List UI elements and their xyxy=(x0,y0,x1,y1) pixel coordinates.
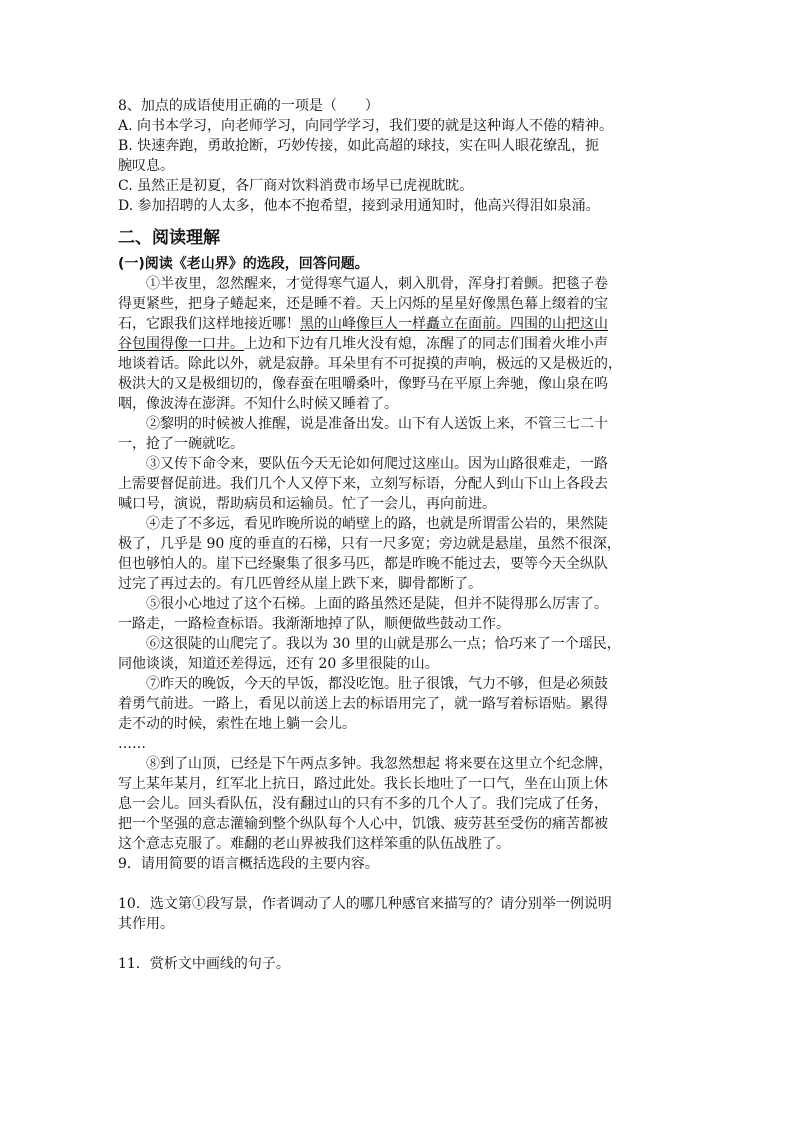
underlined-sentence-part2: 谷包围得像一口井。 xyxy=(118,336,244,352)
paragraph-1-line7: 咽，像波涛在澎湃。不知什么时候又睡着了。 xyxy=(118,396,398,412)
paragraph-1-line1: ①半夜里，忽然醒来，才觉得寒气逼人，刺入肌骨，浑身打着颤。把毯子卷 xyxy=(146,276,608,292)
paragraph-4-line4: 过完了再过去的。有几匹曾经从崖上跌下来，脚骨都断了。 xyxy=(118,576,482,592)
paragraph-8-line4: 把一个坚强的意志灌输到整个纵队每个人心中，饥饿、疲劳甚至受伤的痛苦都被 xyxy=(118,816,608,832)
paragraph-8-line2: 写上某年某月，红军北上抗日，路过此处。我长长地吐了一口气，坐在山顶上休 xyxy=(118,776,608,792)
question-8-option-c: C. 虽然正是初夏，各厂商对饮料消费市场早已虎视眈眈。 xyxy=(118,178,474,194)
paragraph-4-line3: 但也够怕人的。崖下已经聚集了很多马匹，都是昨晚不能过去，要等今天全纵队 xyxy=(118,556,608,572)
paragraph-8 xyxy=(118,754,678,854)
question-10-line2: 其作用。 xyxy=(118,916,174,932)
paragraph-5 xyxy=(118,594,678,634)
paragraph-5-line1: ⑤很小心地过了这个石梯。上面的路虽然还是陡，但并不陡得那么厉害了。 xyxy=(146,596,608,612)
question-8-option-b-line1: B. 快速奔跑，勇敢抢断，巧妙传接，如此高超的球技，实在叫人眼花缭乱，扼 xyxy=(118,138,600,154)
question-8-option-b-line2: 腕叹息。 xyxy=(118,158,174,174)
question-10-line1: 10．选文第①段写景，作者调动了人的哪几种感官来描写的？请分别举一例说明 xyxy=(118,896,612,912)
section-title: 二、阅读理解 xyxy=(118,228,220,248)
question-8-option-d: D. 参加招聘的人太多，他本不抱希望，接到录用通知时，他高兴得泪如泉涌。 xyxy=(118,198,600,214)
paragraph-6-line1: ⑥这很陡的山爬完了。我以为 30 里的山就是那么一点；恰巧来了一个瑶民， xyxy=(146,636,621,652)
paragraph-1-line2: 得更紧些，把身子蜷起来，还是睡不着。天上闪烁的星星好像黑色幕上缀着的宝 xyxy=(118,296,608,312)
answer-space-10 xyxy=(118,934,678,954)
underlined-sentence-part1: 黑的山峰像巨人一样矗立在面前。四围的山把这山 xyxy=(300,316,608,332)
question-8 xyxy=(118,96,678,216)
paragraph-3-line1: ③又传下命令来，要队伍今天无论如何爬过这座山。因为山路很难走，一路 xyxy=(146,456,608,472)
paragraph-1-line4 xyxy=(118,334,678,354)
paragraph-1-line3-text: 石，它跟我们这样地接近哪！ xyxy=(118,316,300,332)
paragraph-4-line2: 极了，几乎是 90 度的垂直的石梯，只有一尺多宽；旁边就是悬崖，虽然不很深， xyxy=(118,536,621,552)
paragraph-6-line2: 同他谈谈，知道还差得远，还有 20 多里很陡的山。 xyxy=(118,656,439,672)
paragraph-1-line4-text: 上边和下边有几堆火没有熄，冻醒了的同志们围着火堆小声 xyxy=(244,336,608,352)
paragraph-5-line2: 一路走，一路检查标语。我渐渐地掉了队，顺便做些鼓动工作。 xyxy=(118,616,510,632)
paragraph-1-line6: 极洪大的又是极细切的，像春蚕在咀嚼桑叶，像野马在平原上奔驰，像山泉在呜 xyxy=(118,376,608,392)
question-8-stem: 8、加点的成语使用正确的一项是（ ） xyxy=(118,98,379,114)
paragraph-2-line1: ②黎明的时候被人推醒，说是准备出发。山下有人送饭上来，不管三七二十 xyxy=(146,416,608,432)
question-11: 11．赏析文中画线的句子。 xyxy=(118,956,290,972)
paragraph-3-line3: 喊口号，演说，帮助病员和运输员。忙了一会儿，再向前进。 xyxy=(118,496,496,512)
document-page xyxy=(118,96,678,974)
paragraph-4 xyxy=(118,514,678,594)
omission-ellipsis: …… xyxy=(118,736,146,752)
paragraph-7-line1: ⑦昨天的晚饭，今天的早饭，都没吃饱。肚子很饿，气力不够，但是必须鼓 xyxy=(146,676,608,692)
paragraph-7-line2: 着勇气前进。一路上，看见以前送上去的标语用完了，就一路写着标语贴。累得 xyxy=(118,696,608,712)
question-9: 9．请用简要的语言概括选段的主要内容。 xyxy=(118,856,379,872)
question-10 xyxy=(118,894,678,934)
paragraph-1-line3 xyxy=(118,314,678,334)
question-8-option-a: A. 向书本学习，向老师学习，向同学学习，我们要的就是这种诲人不倦的精神。 xyxy=(118,118,614,134)
paragraph-3-line2: 上需要督促前进。我们几个人又停下来，立刻写标语，分配人到山下山上各段去 xyxy=(118,476,608,492)
paragraph-7 xyxy=(118,674,678,734)
paragraph-8-line1: ⑧到了山顶，已经是下午两点多钟。我忽然想起 将来要在这里立个纪念牌， xyxy=(146,756,613,772)
paragraph-6 xyxy=(118,634,678,674)
paragraph-1 xyxy=(118,274,678,414)
paragraph-2-line2: 一，抢了一碗就吃。 xyxy=(118,436,244,452)
paragraph-1-line5: 地谈着话。除此以外，就是寂静。耳朵里有不可捉摸的声响，极远的又是极近的， xyxy=(118,356,622,372)
answer-space-9 xyxy=(118,874,678,894)
subsection-title: (一)阅读《老山界》的选段，回答问题。 xyxy=(118,256,369,272)
paragraph-4-line1: ④走了不多远，看见昨晚所说的峭壁上的路，也就是所谓雷公岩的，果然陡 xyxy=(146,516,608,532)
paragraph-7-line3: 走不动的时候，索性在地上躺一会儿。 xyxy=(118,716,356,732)
paragraph-8-line3: 息一会儿。回头看队伍，没有翻过山的只有不多的几个人了。我们完成了任务， xyxy=(118,796,608,812)
reading-passage xyxy=(118,274,678,854)
paragraph-8-line5: 这个意志克服了。难翻的老山界被我们这样笨重的队伍战胜了。 xyxy=(118,836,510,852)
paragraph-2 xyxy=(118,414,678,454)
paragraph-3 xyxy=(118,454,678,514)
